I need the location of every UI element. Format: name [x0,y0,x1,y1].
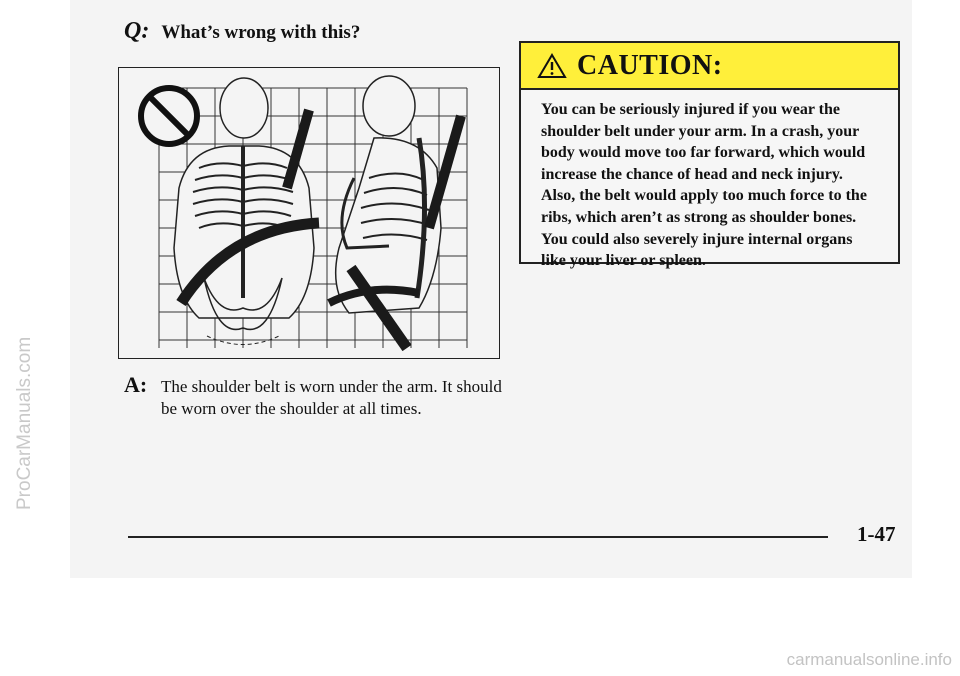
question-text: What’s wrong with this? [161,22,361,43]
question [124,18,360,45]
seatbelt-illustration [118,67,500,359]
answer-label: A: [124,372,148,397]
footer-rule [128,536,828,538]
warning-triangle-icon [537,53,567,79]
answer [124,372,514,420]
prohibited-icon [141,88,197,144]
bottom-watermark: carmanualsonline.info [786,650,952,669]
page-number: 1-47 [857,522,896,546]
side-watermark [2,0,35,676]
skeleton-illustration [119,68,499,358]
question-label: Q: [124,18,150,44]
caution-text: You can be seriously injured if you wear the shoulder belt under your arm. In a crash, your body would move too far forward, which would increase the chance of head and neck injury. Also, the belt would apply too much force to the ribs, which aren’t as strong as shoulder bones. You could also severely injure internal organs like your liver or spleen. [541,101,867,270]
caution-box [519,41,900,270]
caution-title: CAUTION: [577,49,723,81]
answer-text: The shoulder belt is worn under the arm. It should be worn over the shoulder at all times. [161,377,502,418]
caution-header [521,43,898,90]
side-watermark-text: ProCarManuals.com [14,336,35,510]
